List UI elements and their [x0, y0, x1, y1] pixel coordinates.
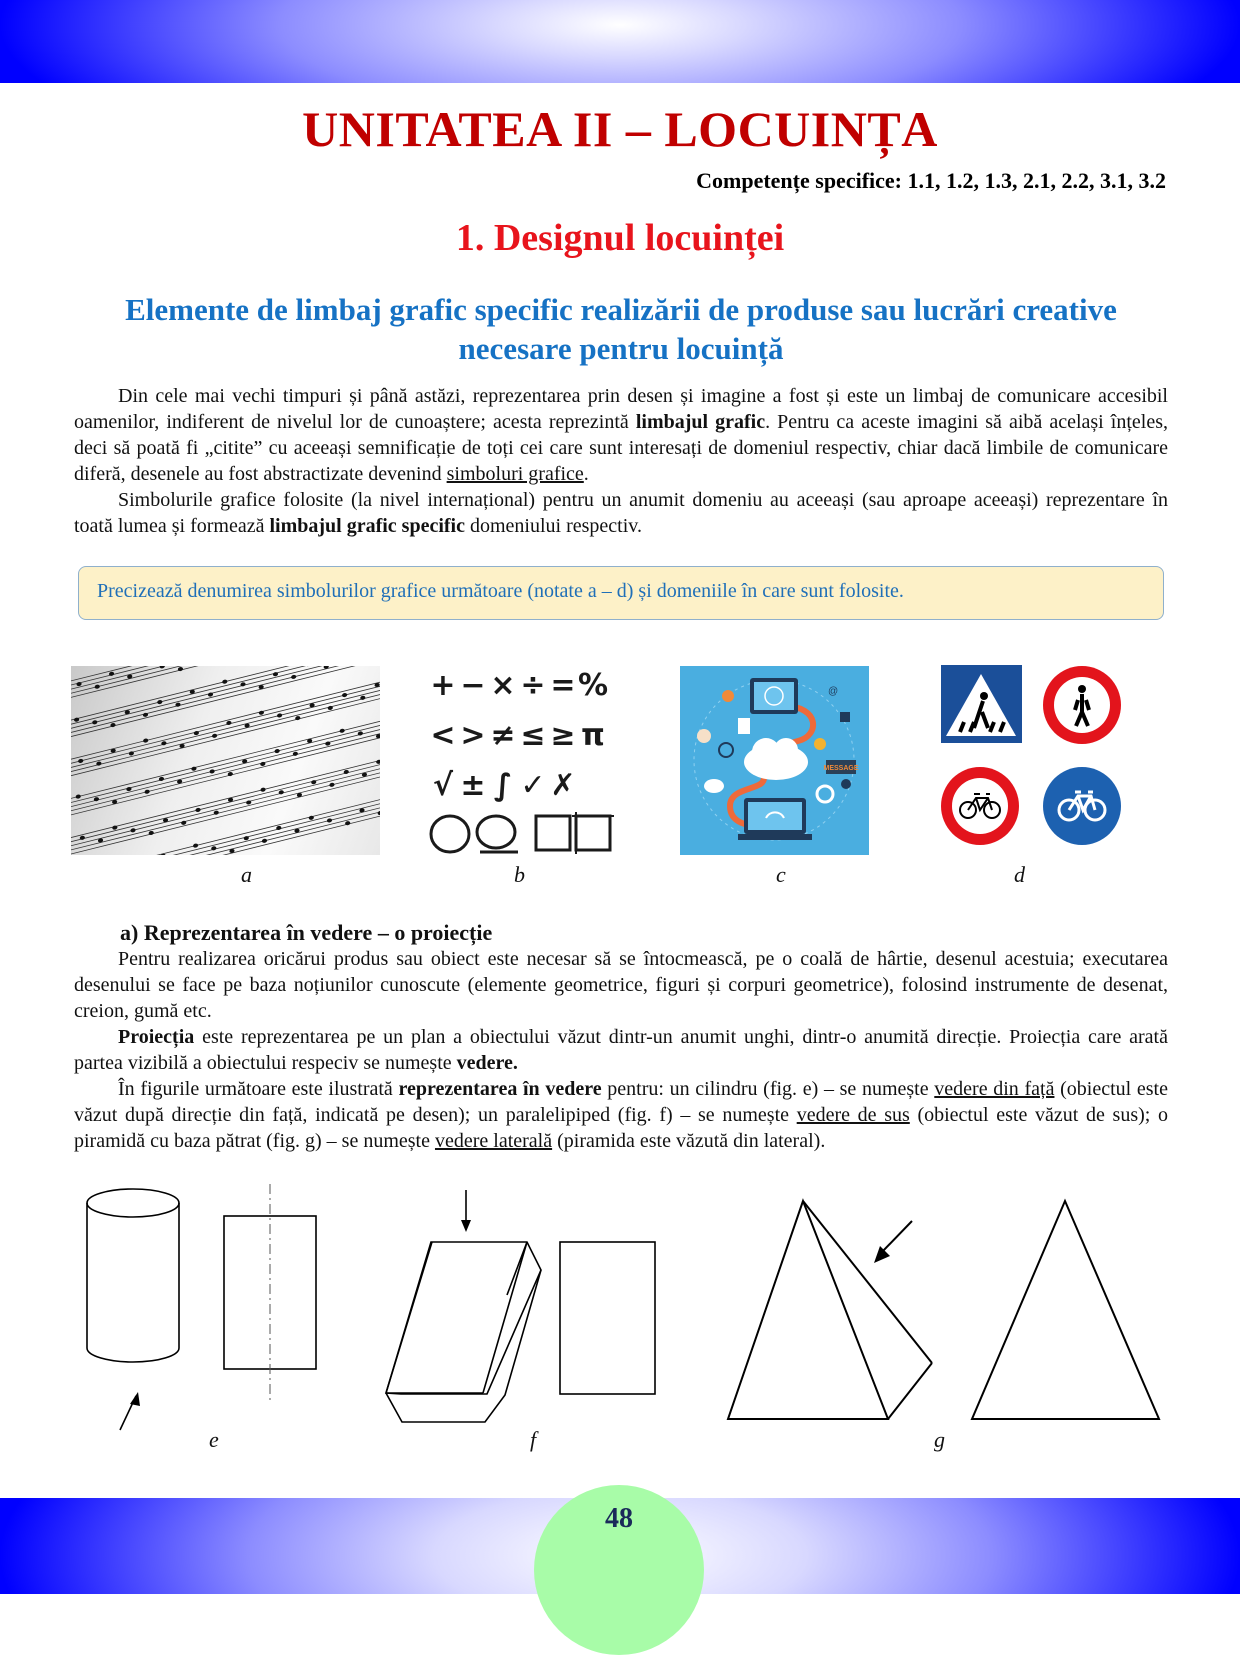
- projection-figures: [0, 1160, 1240, 1460]
- music-note-icon: [260, 787, 266, 792]
- task-text: Precizează denumirea simbolurilor grafice următoare (notate a – d) și domeniile în care sunt folosite.: [97, 580, 904, 603]
- pyramid-drawing-icon: [728, 1201, 932, 1419]
- text: Simbolurile grafice folosite (la nivel internațional) pentru un anumit domeniu au aceeași (sau aproape aceeași) reprezentare în toată lumea și formează: [74, 489, 1168, 537]
- music-note-icon: [159, 666, 165, 669]
- music-note-icon: [329, 782, 335, 787]
- text: domeniului respectiv.: [465, 515, 642, 537]
- figure-label-a: a: [241, 862, 252, 888]
- math-symbol-icon: ≠: [490, 718, 515, 753]
- text: pentru: un cilindru (fig. e) – se numește: [602, 1078, 935, 1100]
- math-symbol-icon: ×: [490, 668, 515, 703]
- message-badge: MESSAGE: [823, 765, 858, 772]
- front-view-arrow-icon: [120, 1392, 140, 1430]
- text: (piramida este văzută din lateral).: [552, 1130, 825, 1152]
- music-note-icon: [305, 666, 311, 667]
- music-note-icon: [376, 759, 380, 764]
- music-note-icon: [339, 728, 345, 733]
- figure-label-d: d: [1014, 862, 1025, 888]
- no-pedestrians-sign-icon: [1043, 666, 1121, 744]
- section-a-text: [74, 946, 1168, 1154]
- bold-term: vedere.: [457, 1052, 518, 1074]
- math-symbol-icon: %: [578, 668, 608, 703]
- intro-text: [74, 383, 1168, 539]
- side-view-arrow-icon: [874, 1221, 912, 1263]
- music-note-icon: [92, 720, 98, 725]
- music-note-icon: [195, 807, 201, 812]
- page-number: 48: [534, 1503, 704, 1535]
- math-symbols-image: [428, 660, 628, 860]
- music-note-icon: [78, 758, 84, 763]
- section-title: Elemente de limbaj grafic specific realizării de produse sau lucrări creative necesare pentru locuință: [74, 290, 1168, 368]
- traffic-signs-image: [930, 660, 1130, 860]
- music-note-icon: [212, 733, 218, 738]
- bold-term: limbajul grafic: [636, 411, 765, 433]
- text: Din cele mai vechi timpuri și până astăzi, reprezentarea prin desen și imagine a fost și este un limbaj de comunicare accesibil oamenilor, indiferent de nivelul lor de cunoaștere; acesta reprezintă: [74, 385, 1168, 433]
- unit-title: UNITATEA II – LOCUINȚA: [0, 100, 1240, 158]
- math-symbol-icon: >: [460, 718, 485, 753]
- figure-label-e: e: [209, 1427, 219, 1453]
- top-view-arrow-icon: [461, 1190, 471, 1232]
- underlined-term: vedere laterală: [435, 1130, 552, 1152]
- text: este reprezentarea pe un plan a obiectului văzut dintr-un anumit unghi, dintr-o anumită direcție. Proiecția care arată partea vizibilă a obiectului respeciv se numește: [74, 1026, 1168, 1074]
- bold-term: limbajul grafic specific: [269, 515, 465, 537]
- intro-paragraph-2: [74, 487, 1168, 539]
- no-bicycles-sign-icon: [941, 767, 1019, 845]
- figure-label-g: g: [934, 1427, 945, 1453]
- underlined-term: vedere din față: [934, 1078, 1054, 1100]
- parallelepiped-top-view-icon: [560, 1242, 655, 1394]
- cylinder-drawing-icon: [87, 1189, 179, 1362]
- music-note-icon: [75, 794, 81, 799]
- music-note-icon: [222, 679, 228, 684]
- math-symbol-icon: ÷: [520, 668, 545, 703]
- pyramid-side-view-icon: [972, 1201, 1159, 1419]
- math-symbol-icon: ±: [460, 768, 485, 803]
- task-box: [78, 566, 1164, 620]
- parallelepiped-drawing-icon: [386, 1242, 541, 1422]
- music-note-icon: [274, 749, 280, 754]
- math-symbol-icon: ∫: [494, 768, 512, 803]
- text: (obiectul este văzut după direcție din față, indicată pe desen); un paralelipiped (fig. f) – se numește: [74, 1078, 1168, 1126]
- math-symbol-icon: ≥: [550, 718, 575, 753]
- lesson-title: 1. Designul locuinței: [0, 216, 1240, 260]
- figure-label-c: c: [776, 862, 786, 888]
- math-symbol-icon: ✗: [550, 768, 575, 803]
- cylinder-front-view-icon: [224, 1184, 316, 1400]
- pedestrian-crossing-sign-icon: [941, 665, 1022, 743]
- music-note-icon: [193, 843, 199, 848]
- music-note-icon: [130, 828, 136, 833]
- cloud-network-icon: [680, 666, 869, 855]
- math-symbol-icon: ✓: [520, 768, 545, 803]
- network-infographic-image: [680, 666, 869, 855]
- music-note-icon: [209, 769, 215, 774]
- competente-specifice: Competențe specifice: 1.1, 1.2, 1.3, 2.1, 2.2, 3.1, 3.2: [696, 168, 1166, 194]
- intro-paragraph-1: [74, 383, 1168, 487]
- text: .: [584, 463, 589, 485]
- math-symbol-icon: <: [430, 718, 455, 753]
- bold-term: reprezentarea în vedere: [398, 1078, 601, 1100]
- music-staff-icon: [71, 666, 380, 855]
- math-symbol-icon: +: [430, 668, 455, 703]
- text: În figurile următoare este ilustrată: [118, 1078, 398, 1100]
- math-symbol-icon: =: [550, 668, 575, 703]
- music-note-icon: [291, 674, 297, 679]
- music-note-icon: [94, 684, 100, 689]
- music-note-icon: [261, 838, 267, 843]
- svg-text:@: @: [828, 686, 838, 697]
- text: (obiectul este văzut de sus); o piramidă cu baza pătrat (fig. g) – se numește: [74, 1104, 1168, 1152]
- shapes-row-icon: [428, 810, 628, 860]
- underlined-term: vedere de sus: [797, 1104, 910, 1126]
- math-symbol-icon: ≤: [520, 718, 545, 753]
- header-band: [0, 0, 1240, 83]
- sheet-music-image: [71, 666, 380, 855]
- math-symbols-grid: [428, 660, 628, 810]
- text: . Pentru ca aceste imagini să aibă același înțeles, deci să poată fi „citite” cu aceeași semnificație de toți cei care sunt interesați de domeniul respectiv, chiar dacă limbile de comunicare diferă, desenele au fost abstractizate devenind: [74, 411, 1168, 485]
- music-note-icon: [342, 693, 348, 698]
- bicycle-path-sign-icon: [1043, 767, 1121, 845]
- music-note-icon: [144, 789, 150, 794]
- subsection-heading: a) Reprezentarea în vedere – o proiecție: [120, 920, 492, 946]
- music-note-icon: [277, 713, 283, 718]
- bold-term: Proiecția: [118, 1026, 194, 1048]
- math-symbol-icon: π: [581, 718, 605, 753]
- figure-label-f: f: [530, 1427, 536, 1453]
- music-note-icon: [157, 699, 163, 704]
- section-a-paragraph-2: [74, 1024, 1168, 1076]
- figure-label-b: b: [514, 862, 525, 888]
- section-a-paragraph-1: Pentru realizarea oricărui produs sau obiect este necesar să se întocmească, pe o coală de hârtie, desenul acestuia; executarea desenului se face pe baza noțiunilor cunoscute (elemente geometrice, figuri și corpuri geometrice), folosind instrumente de desenat, creion, gumă etc.: [74, 946, 1168, 1024]
- underlined-term: simboluri grafice: [447, 463, 584, 485]
- math-symbol-icon: −: [460, 668, 485, 703]
- music-note-icon: [326, 818, 332, 823]
- math-symbol-icon: √: [433, 768, 453, 803]
- music-note-icon: [143, 738, 149, 743]
- section-a-paragraph-3: [74, 1076, 1168, 1154]
